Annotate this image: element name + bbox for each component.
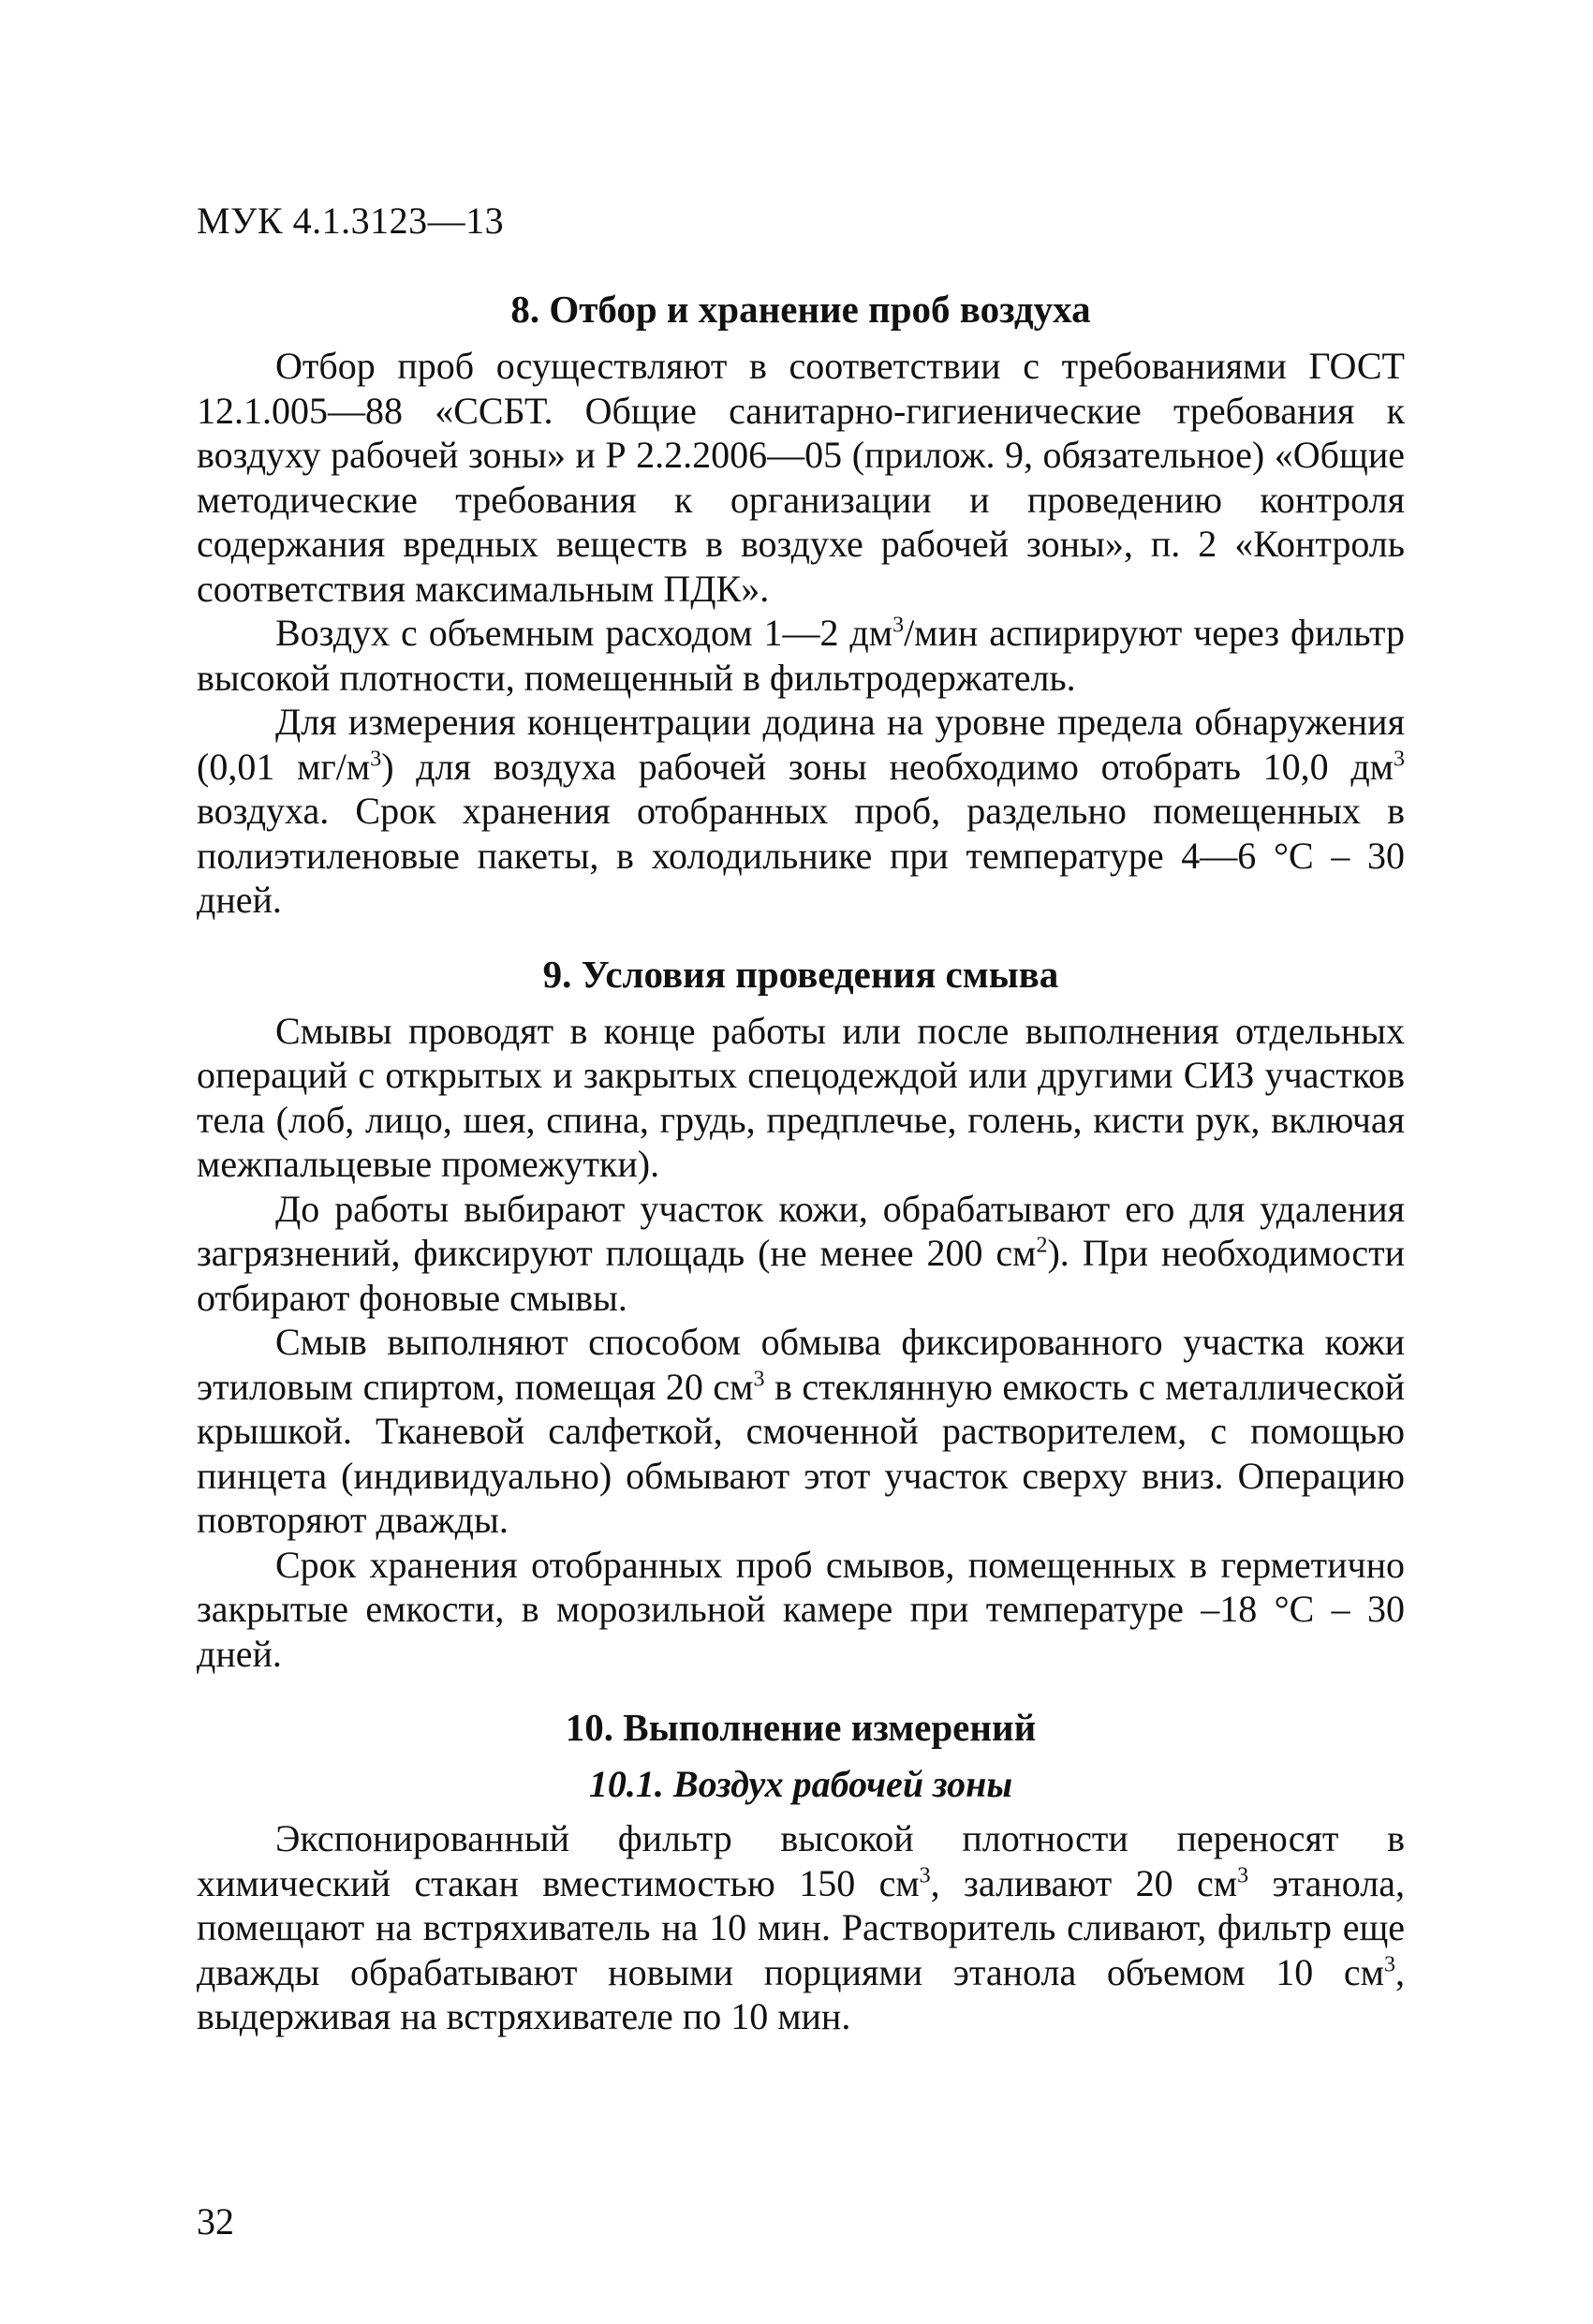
superscript: 2 — [1036, 1233, 1048, 1258]
document-body — [197, 286, 1405, 2039]
paragraph-text: воздуха. Срок хранения отобранных проб, раздельно помещенных в полиэтиленовые пакеты, в холодильнике при температуре 4—6 °С – 30 дней. — [197, 790, 1405, 921]
section-8-paragraph-2 — [197, 611, 1405, 700]
paragraph-text: Экспонированный фильтр высокой плотности переносят в химический стакан вместимостью 150 см — [197, 1817, 1405, 1904]
section-8-paragraph-3 — [197, 700, 1405, 923]
section-9-paragraph-4: Срок хранения отобранных проб смывов, помещенных в герметично закрытые емкости, в морозильной камере при температуре –18 °С – 30 дней. — [197, 1543, 1405, 1675]
superscript: 3 — [919, 1863, 931, 1888]
superscript: 3 — [892, 613, 905, 638]
paragraph-text: этанола, помещают на встряхиватель на 10 мин. Растворитель сливают, фильтр еще дважды обрабатывают новыми порциями этанола объемом 10 см — [197, 1861, 1405, 1993]
paragraph-text: До работы выбирают участок кожи, обрабатывают его для удаления загрязнений, фиксируют площадь (не менее 200 см — [197, 1187, 1405, 1274]
paragraph-text: , выдерживая на встряхивателе по 10 мин. — [197, 1950, 1405, 2037]
section-9-paragraph-3 — [197, 1320, 1405, 1543]
paragraph-text: ). При необходимости отбирают фоновые смывы. — [197, 1232, 1406, 1319]
section-10 — [197, 1704, 1405, 2039]
superscript: 3 — [370, 747, 382, 772]
section-10-paragraph-1 — [197, 1816, 1405, 2039]
paragraph-text: в стеклянную емкость с металлической крышкой. Тканевой салфеткой, смоченной растворителем, с помощью пинцета (индивидуально) обмывают этот участок сверху вниз. Операцию повторяют дважды. — [197, 1365, 1405, 1541]
section-10-1-subtitle: 10.1. Воздух рабочей зоны — [588, 1763, 1013, 1805]
paragraph-text: ) для воздуха рабочей зоны необходимо отобрать 10,0 дм — [381, 745, 1394, 788]
document-code-header: МУК 4.1.3123—13 — [197, 200, 505, 242]
paragraph-text: /мин аспирируют через фильтр высокой плотности, помещенный в фильтродержатель. — [197, 612, 1405, 699]
paragraph-text: , заливают 20 см — [930, 1861, 1238, 1904]
superscript: 3 — [1384, 1952, 1395, 1977]
superscript: 3 — [753, 1367, 765, 1392]
section-10-title: 10. Выполнение измерений — [565, 1706, 1037, 1749]
section-9 — [197, 951, 1405, 1677]
paragraph-text: Воздух с объемным расходом 1—2 дм — [275, 612, 893, 654]
superscript: 3 — [1394, 747, 1405, 772]
section-9-title: 9. Условия проведения смыва — [542, 952, 1059, 996]
paragraph-text: Смыв выполняют способом обмыва фиксированного участка кожи этиловым спиртом, помещая 20 см — [197, 1321, 1405, 1408]
section-9-paragraph-1: Смывы проводят в конце работы или после выполнения отдельных операций с открытых и закрытых спецодеждой или другими СИЗ участков тела (лоб, лицо, шея, спина, грудь, предплечье, голень, кисти рук, включая межпальцевые промежутки). — [197, 1009, 1405, 1185]
section-9-paragraph-2 — [197, 1187, 1405, 1321]
page-number: 32 — [197, 2200, 234, 2243]
section-8-paragraph-1: Отбор проб осуществляют в соответствии с требованиями ГОСТ 12.1.005—88 «ССБТ. Общие санитарно-гигиенические требования к воздуху рабочей зоны» и Р 2.2.2006—05 (прилож. 9, обязательное) «Общие методические требования к организации и проведению контроля содержания вредных веществ в воздухе рабочей зоны», п. 2 «Контроль соответствия максимальным ПДК». — [197, 345, 1405, 610]
paragraph-text: Для измерения концентрации додина на уровне предела обнаружения (0,01 мг/м — [197, 701, 1405, 788]
section-8-title: 8. Отбор и хранение проб воздуха — [510, 288, 1091, 331]
section-8 — [197, 286, 1405, 923]
superscript: 3 — [1237, 1863, 1249, 1888]
